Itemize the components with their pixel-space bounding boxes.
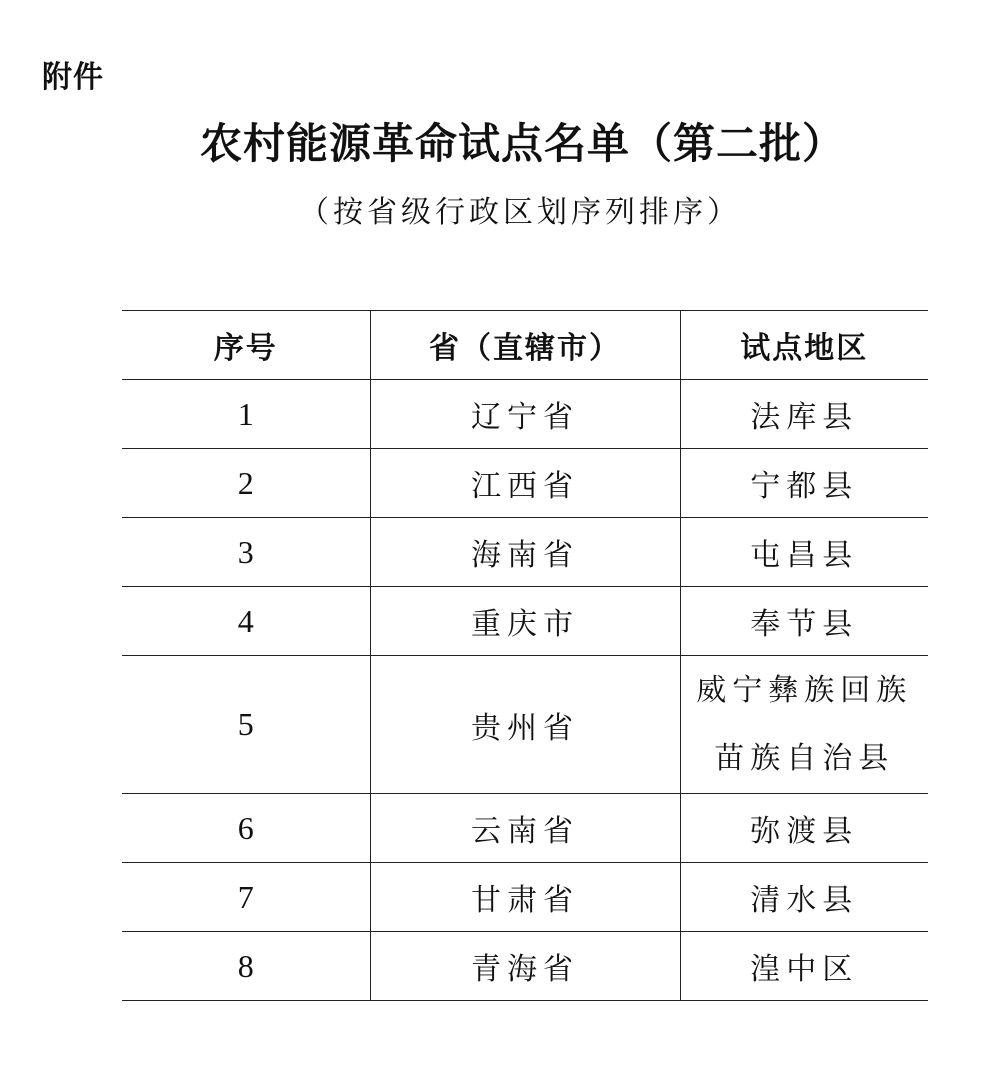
header-index: 序号 (122, 311, 370, 380)
row-index: 6 (122, 794, 370, 863)
table-row (122, 794, 928, 863)
table-row (122, 656, 928, 794)
row-index: 2 (122, 449, 370, 518)
header-province: 省（直辖市） (370, 311, 680, 380)
row-province: 江西省 (370, 449, 680, 518)
row-province: 甘肃省 (370, 863, 680, 932)
row-province: 青海省 (370, 932, 680, 1001)
row-index: 5 (122, 656, 370, 794)
table-row (122, 932, 928, 1001)
row-index: 1 (122, 380, 370, 449)
row-index: 8 (122, 932, 370, 1001)
row-province: 海南省 (370, 518, 680, 587)
row-province: 云南省 (370, 794, 680, 863)
row-province: 重庆市 (370, 587, 680, 656)
row-pilot-area: 弥渡县 (680, 794, 928, 863)
row-index: 3 (122, 518, 370, 587)
row-pilot-area: 宁都县 (680, 449, 928, 518)
document-title: 农村能源革命试点名单（第二批） (199, 119, 845, 168)
row-pilot-area: 奉节县 (680, 587, 928, 656)
table-row (122, 518, 928, 587)
table-row (122, 863, 928, 932)
table-row (122, 449, 928, 518)
row-index: 4 (122, 587, 370, 656)
table-body (122, 380, 928, 1001)
table-row (122, 587, 928, 656)
table-header (122, 311, 928, 380)
row-pilot-area: 清水县 (680, 863, 928, 932)
document-subtitle: （按省级行政区划序列排序） (299, 195, 741, 230)
attachment-label: 附件 (42, 60, 104, 95)
row-pilot-area: 屯昌县 (680, 518, 928, 587)
table-header-row (122, 311, 928, 380)
row-province: 辽宁省 (370, 380, 680, 449)
row-province: 贵州省 (370, 656, 680, 794)
row-pilot-area: 威宁彝族回族苗族自治县 (680, 656, 928, 794)
row-index: 7 (122, 863, 370, 932)
table-row (122, 380, 928, 449)
row-pilot-area: 湟中区 (680, 932, 928, 1001)
header-pilot-area: 试点地区 (680, 311, 928, 380)
row-pilot-area: 法库县 (680, 380, 928, 449)
pilot-list-table (122, 310, 928, 1001)
